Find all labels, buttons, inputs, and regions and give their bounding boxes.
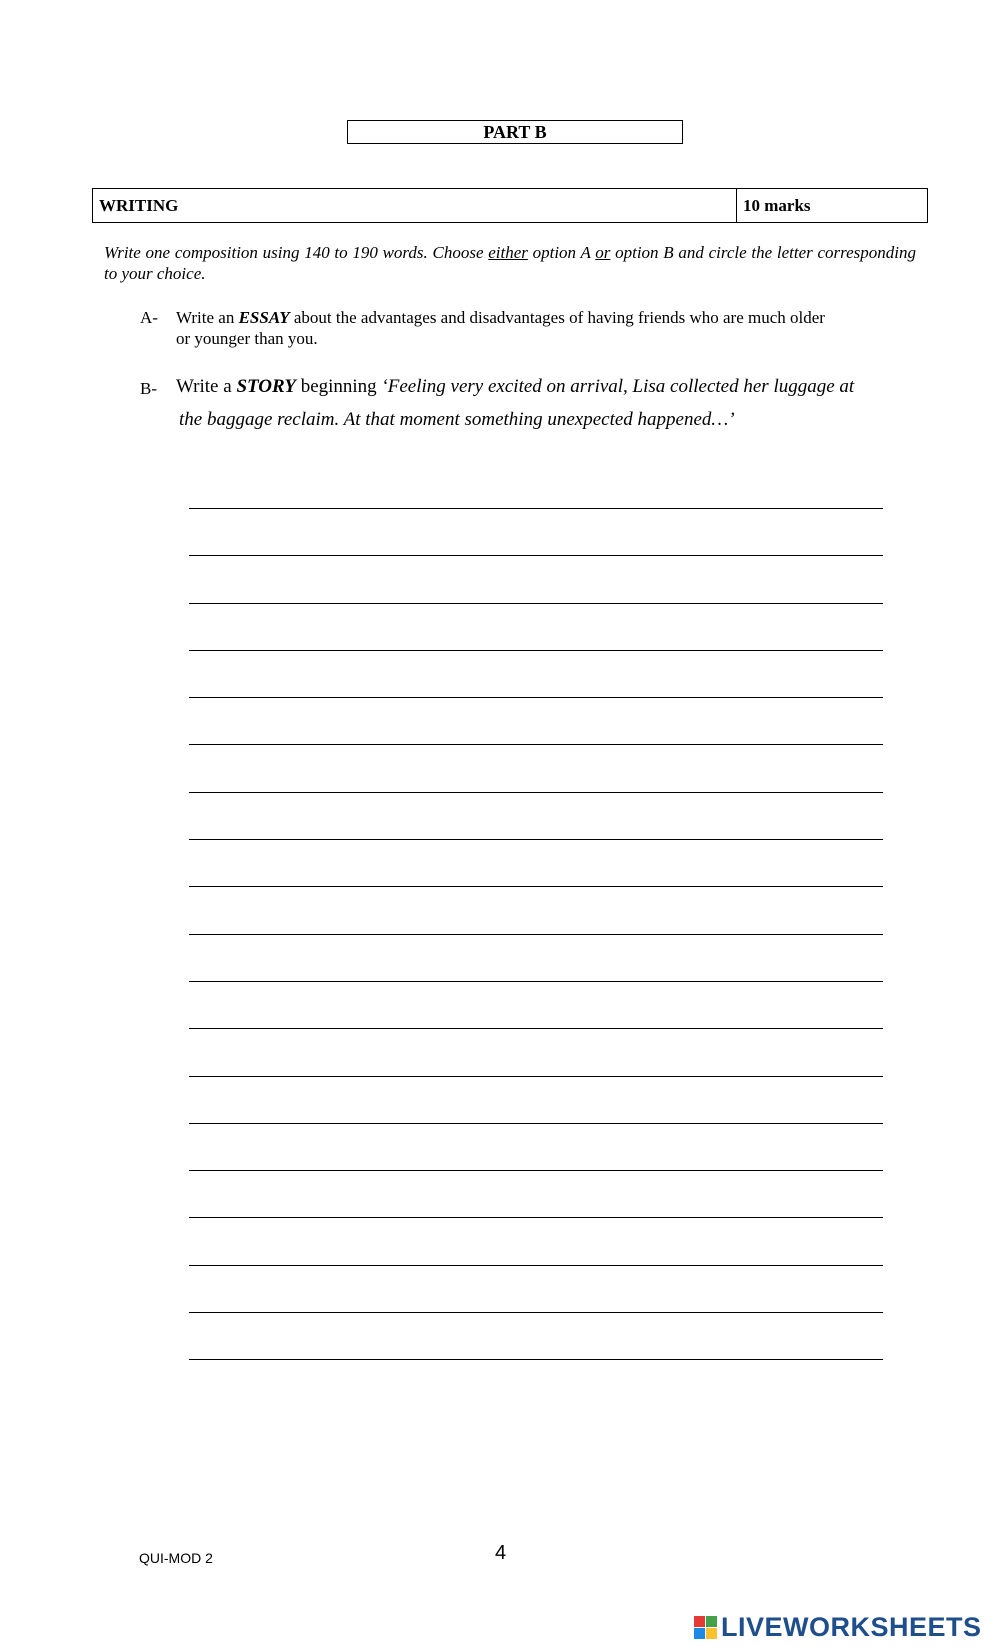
option-b-letter[interactable]: B- xyxy=(140,379,157,398)
writing-line[interactable] xyxy=(189,603,883,604)
option-a-keyword: ESSAY xyxy=(238,308,290,327)
option-b-keyword: STORY xyxy=(236,376,296,397)
instructions-or: or xyxy=(595,243,611,262)
option-a-post: about the advantages and disadvantages of having friends who are much older xyxy=(289,308,825,327)
option-b-quote-2: the baggage reclaim. At that moment something unexpected happened…’ xyxy=(179,409,735,430)
section-header xyxy=(92,188,928,223)
writing-line[interactable] xyxy=(189,744,883,745)
instructions xyxy=(104,242,916,284)
option-b[interactable] xyxy=(140,370,900,436)
writing-line[interactable] xyxy=(189,934,883,935)
instructions-text: option B and circle the letter corresponding to your choice. xyxy=(104,243,916,283)
option-a-letter[interactable]: A- xyxy=(140,308,158,327)
writing-line[interactable] xyxy=(189,508,883,509)
writing-line[interactable] xyxy=(189,1359,883,1360)
writing-line[interactable] xyxy=(189,1217,883,1218)
logo-square xyxy=(706,1616,717,1627)
writing-line[interactable] xyxy=(189,981,883,982)
option-b-mid: beginning xyxy=(295,376,382,397)
option-a-pre: Write an xyxy=(176,308,239,327)
writing-line[interactable] xyxy=(189,886,883,887)
liveworksheets-logo xyxy=(694,1612,982,1642)
writing-line[interactable] xyxy=(189,839,883,840)
logo-square xyxy=(694,1616,705,1627)
logo-text: LIVEWORKSHEETS xyxy=(721,1611,982,1642)
logo-square xyxy=(706,1628,717,1639)
page-number: 4 xyxy=(495,1542,507,1564)
instructions-text: Write one composition using 140 to 190 words. Choose xyxy=(104,243,489,262)
writing-line[interactable] xyxy=(189,650,883,651)
section-title: WRITING xyxy=(93,189,737,222)
option-a-cont: or younger than you. xyxy=(176,329,318,348)
writing-line[interactable] xyxy=(189,792,883,793)
writing-line[interactable] xyxy=(189,1312,883,1313)
option-b-quote-1: ‘Feeling very excited on arrival, Lisa collected her luggage at xyxy=(381,376,855,397)
writing-line[interactable] xyxy=(189,1265,883,1266)
writing-line[interactable] xyxy=(189,555,883,556)
instructions-either: either xyxy=(488,243,528,262)
option-b-text xyxy=(140,370,900,436)
writing-line[interactable] xyxy=(189,1123,883,1124)
writing-line[interactable] xyxy=(189,1076,883,1077)
writing-line[interactable] xyxy=(189,1028,883,1029)
instructions-text: option A xyxy=(527,243,596,262)
option-a[interactable] xyxy=(140,307,880,349)
writing-lines[interactable] xyxy=(189,508,883,1407)
logo-mark-icon xyxy=(694,1616,717,1639)
option-a-text xyxy=(140,307,880,349)
footer-code: QUI-MOD 2 xyxy=(139,1550,213,1566)
writing-line[interactable] xyxy=(189,1170,883,1171)
part-title: PART B xyxy=(347,120,683,144)
section-marks: 10 marks xyxy=(743,196,811,215)
option-b-pre: Write a xyxy=(176,376,237,397)
writing-line[interactable] xyxy=(189,697,883,698)
logo-square xyxy=(694,1628,705,1639)
